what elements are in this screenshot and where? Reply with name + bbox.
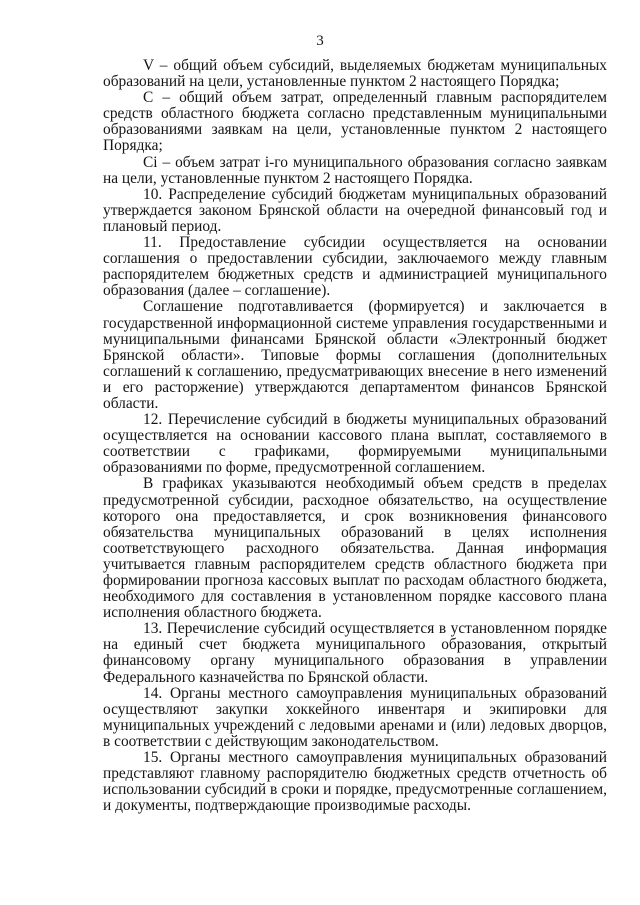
- paragraph-11: 11. Предоставление субсидии осуществляется на основании соглашения о предоставлении субсидии, заключаемого между главным распорядителем бюджетных средств и администрацией муниципального образования (далее – соглашение).: [103, 234, 607, 300]
- paragraph-13: 13. Перечисление субсидий осуществляется в установленном порядке на единый счет бюджета муниципального образования, открытый финансовому органу муниципального образования в управлении Федерального казначейства по Брянской области.: [103, 620, 607, 686]
- paragraph-15: 15. Органы местного самоуправления муниципальных образований представляют главному распорядителю бюджетных средств отчетность об использовании субсидий в сроки и порядке, предусмотренные соглашением, и документы, подтверждающие производимые расходы.: [103, 749, 607, 815]
- paragraph-14: 14. Органы местного самоуправления муниципальных образований осуществляют закупки хоккейного инвентаря и экипировки для муниципальных учреждений с ледовыми аренами и (или) ледовых дворцов, в соответствии с действующим законодательством.: [103, 684, 607, 750]
- paragraph-agreement: Соглашение подготавливается (формируется) и заключается в государственной информационной системе управления государственными и муниципальными финансами Брянской области «Электронный бюджет Брянской области». Типовые формы соглашения (дополнительных соглашений к соглашению, предусматривающих внесение в него изменений и его расторжение) утверждаются департаментом финансов Брянской области.: [103, 298, 607, 412]
- paragraph-c-definition: С – общий объем затрат, определенный главным распорядителем средств областного бюджета согласно представленным муниципальными образованиями заявкам на цели, установленные пунктом 2 настоящего Порядка;: [103, 89, 607, 155]
- paragraph-schedules: В графиках указываются необходимый объем средств в пределах предусмотренной субсидии, расходное обязательство, на осуществление которого она предоставляется, и срок возникновения финансового обязательства муниципальных образований в целях исполнения соответствующего расходного обязательства. Данная информация учитывается главным распорядителем средств областного бюджета при формировании прогноза кассовых выплат по расходам областного бюджета, необходимого для составления в установленном порядке кассового плана исполнения областного бюджета.: [103, 475, 607, 622]
- paragraph-ci-definition: Ci – объем затрат i-го муниципального образования согласно заявкам на цели, установленные пунктом 2 настоящего Порядка.: [103, 153, 607, 187]
- paragraph-12: 12. Перечисление субсидий в бюджеты муниципальных образований осуществляется на основании кассового плана выплат, составляемого в соответствии с графиками, формируемыми муниципальными образованиями по форме, предусмотренной соглашением.: [103, 411, 607, 477]
- paragraph-v-definition: V – общий объем субсидий, выделяемых бюджетам муниципальных образований на цели, установленные пунктом 2 настоящего Порядка;: [103, 57, 607, 91]
- page-number: 3: [316, 33, 324, 49]
- paragraph-10: 10. Распределение субсидий бюджетам муниципальных образований утверждается законом Брянской области на очередной финансовый год и плановый период.: [103, 185, 607, 235]
- document-body: [103, 58, 607, 814]
